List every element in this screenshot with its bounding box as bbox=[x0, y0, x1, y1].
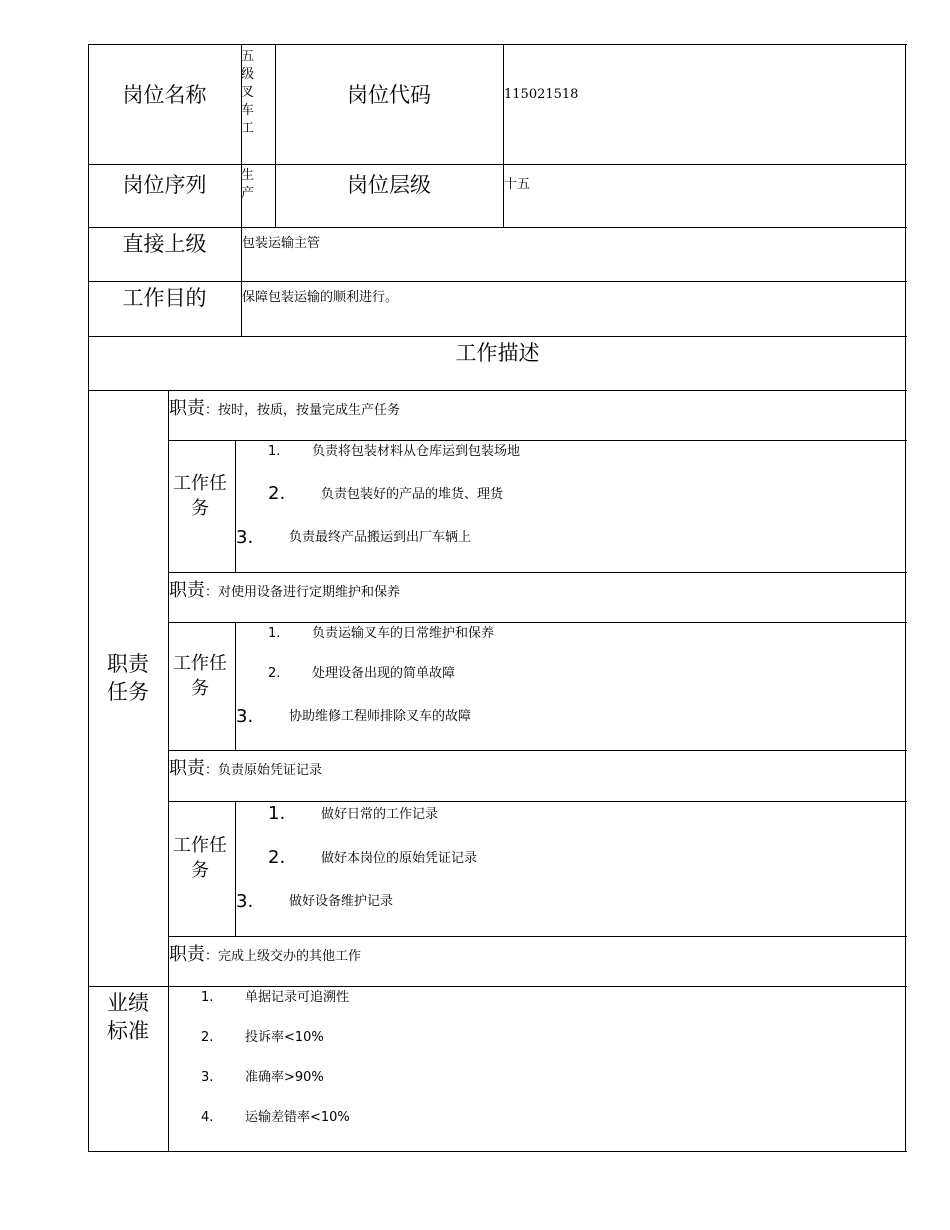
grid-line bbox=[88, 390, 907, 391]
task-number: 2. bbox=[268, 666, 281, 681]
superior-label: 直接上级 bbox=[122, 232, 207, 256]
performance-text: 单据记录可追溯性 bbox=[245, 990, 350, 1005]
duty-key: 职责 bbox=[169, 758, 205, 779]
grid-line bbox=[168, 440, 907, 441]
duty-text: ：负责原始凭证记录 bbox=[205, 763, 323, 778]
task-text: 做好设备维护记录 bbox=[289, 894, 394, 909]
work-description-title: 工作描述 bbox=[455, 341, 540, 365]
task-text: 协助维修工程师排除叉车的故障 bbox=[289, 709, 472, 724]
purpose-label: 工作目的 bbox=[122, 286, 207, 310]
task-number: 1. bbox=[268, 803, 286, 824]
task-text: 处理设备出现的简单故障 bbox=[312, 666, 456, 681]
task-text: 做好日常的工作记录 bbox=[321, 807, 439, 822]
duty-heading bbox=[169, 940, 361, 966]
duty-key: 职责 bbox=[169, 580, 205, 601]
post-code-label: 岗位代码 bbox=[347, 83, 431, 107]
task-number: 2. bbox=[268, 847, 286, 868]
grid-line bbox=[88, 164, 907, 165]
grid-line bbox=[88, 227, 907, 228]
performance-number: 4. bbox=[201, 1110, 214, 1125]
duties-label: 职责任务 bbox=[107, 652, 149, 704]
task-label: 工作任务 bbox=[173, 473, 227, 519]
grid-line bbox=[235, 440, 236, 572]
post-level-value: 十五 bbox=[504, 177, 531, 192]
post-name-value: 五级叉车工 bbox=[241, 49, 255, 136]
grid-line bbox=[275, 44, 276, 227]
task-text: 负责将包装材料从仓库运到包装场地 bbox=[312, 444, 521, 459]
post-sequence-label: 岗位序列 bbox=[122, 173, 207, 197]
performance-text: 运输差错率<10% bbox=[245, 1110, 350, 1125]
grid-line bbox=[235, 801, 236, 936]
post-name-label: 岗位名称 bbox=[122, 83, 207, 107]
duty-key: 职责 bbox=[169, 944, 205, 965]
grid-line bbox=[88, 986, 907, 987]
duty-text: ：对使用设备进行定期维护和保养 bbox=[205, 585, 401, 600]
duty-heading bbox=[169, 754, 322, 780]
purpose-value: 保障包装运输的顺利进行。 bbox=[242, 290, 399, 305]
grid-line bbox=[88, 336, 907, 337]
grid-line bbox=[88, 44, 89, 1152]
task-label: 工作任务 bbox=[173, 653, 227, 699]
duty-heading bbox=[169, 576, 400, 602]
grid-line bbox=[503, 44, 504, 227]
task-number: 2. bbox=[268, 483, 286, 504]
grid-line bbox=[168, 801, 907, 802]
duty-text: ：按时，按质，按量完成生产任务 bbox=[205, 403, 401, 418]
performance-number: 3. bbox=[201, 1070, 214, 1085]
duty-key: 职责 bbox=[169, 398, 205, 419]
grid-line bbox=[168, 750, 907, 751]
grid-line bbox=[168, 936, 907, 937]
post-sequence-value: 生产 bbox=[241, 168, 255, 201]
duty-heading bbox=[169, 394, 400, 420]
task-number: 3. bbox=[236, 891, 254, 912]
task-label: 工作任务 bbox=[173, 835, 227, 881]
grid-line bbox=[88, 1151, 907, 1152]
task-text: 负责包装好的产品的堆货、理货 bbox=[321, 487, 504, 502]
task-number: 1. bbox=[268, 444, 281, 459]
grid-line bbox=[905, 44, 906, 1152]
post-code-value: 115021518 bbox=[504, 87, 579, 102]
task-number: 3. bbox=[236, 527, 254, 548]
superior-value: 包装运输主管 bbox=[242, 236, 321, 251]
task-number: 3. bbox=[236, 706, 254, 727]
grid-line bbox=[168, 572, 907, 573]
post-level-label: 岗位层级 bbox=[347, 173, 431, 197]
performance-number: 2. bbox=[201, 1030, 214, 1045]
performance-text: 投诉率<10% bbox=[245, 1030, 324, 1045]
duty-text: ：完成上级交办的其他工作 bbox=[205, 949, 362, 964]
performance-label: 业绩标准 bbox=[107, 991, 149, 1043]
grid-line bbox=[168, 622, 907, 623]
grid-line bbox=[88, 281, 907, 282]
task-text: 负责最终产品搬运到出厂车辆上 bbox=[289, 530, 472, 545]
performance-text: 准确率>90% bbox=[245, 1070, 324, 1085]
task-text: 负责运输叉车的日常维护和保养 bbox=[312, 626, 495, 641]
grid-line bbox=[88, 44, 907, 45]
task-text: 做好本岗位的原始凭证记录 bbox=[321, 851, 478, 866]
grid-line bbox=[235, 622, 236, 750]
task-number: 1. bbox=[268, 626, 281, 641]
performance-number: 1. bbox=[201, 990, 214, 1005]
